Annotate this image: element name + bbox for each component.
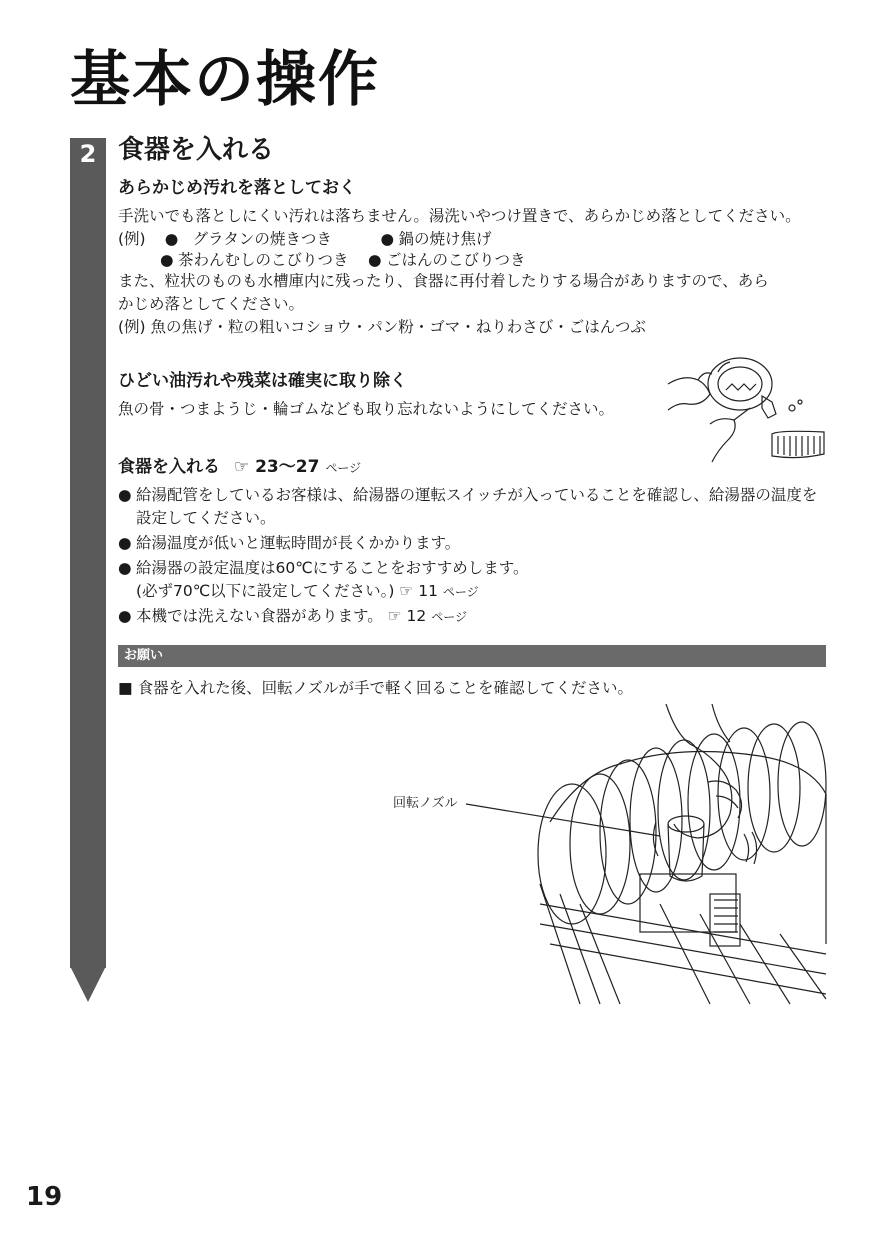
page-unit: ページ (442, 585, 479, 599)
bullet-dot: ● (160, 251, 174, 269)
bullet-dot: ● (118, 607, 132, 625)
request-item (118, 677, 633, 700)
step-number: 2 (79, 140, 97, 168)
page-reference[interactable]: 23～27 (255, 457, 320, 477)
dishwasher-nozzle-illustration (460, 704, 830, 1006)
bullet-dot: ● (380, 230, 395, 248)
prewash-heading: あらかじめ汚れを落としておく (118, 178, 356, 198)
example-item: ごはんのこびりつき (386, 251, 526, 269)
prewash-example2: (例) 魚の焦げ・粒の粗いコショウ・パン粉・ゴマ・ねりわさび・ごはんつぶ (118, 318, 646, 336)
bullet-text: 給湯器の設定温度は60℃にすることをおすすめします。 (136, 559, 529, 577)
list-item (118, 557, 830, 604)
page-title: 基本の操作 (70, 45, 380, 115)
bullet-text: 本機では洗えない食器があります。 (136, 607, 383, 625)
bullet-subtext: (必ず70℃以下に設定してください。) (136, 582, 395, 600)
list-item (118, 532, 830, 555)
bullet-text: 給湯配管をしているお客様は、給湯器の運転スイッチが入っていることを確認し、給湯器の温度を設定してください。 (136, 486, 818, 527)
load-heading: 食器を入れる (118, 457, 220, 477)
page-number: 19 (26, 1182, 63, 1212)
remove-text: 魚の骨・つまようじ・輪ゴムなども取り忘れないようにしてください。 (118, 400, 615, 418)
bullet-dot: ● (118, 486, 132, 504)
bullet-dot: ● (118, 559, 132, 577)
step-arrow (70, 966, 106, 1002)
example-label: (例) (118, 230, 146, 248)
list-item (118, 605, 830, 629)
load-heading-row (118, 455, 361, 480)
prewash-note-line1: また、粒状のものも水槽庫内に残ったり、食器に再付着したりする場合がありますので、あら (118, 272, 769, 290)
prewash-examples-row2 (160, 249, 526, 272)
bullet-dot: ● (368, 251, 382, 269)
page-unit: ページ (325, 461, 362, 475)
page-reference[interactable]: ☞ 12 (387, 607, 427, 625)
example-item: グラタンの焼きつき (192, 230, 332, 248)
example-item: 鍋の焼け焦げ (398, 230, 492, 248)
bullet-dot: ● (164, 230, 179, 248)
bullet-text-row (136, 605, 830, 629)
list-item (118, 484, 830, 530)
nozzle-label: 回転ノズル (393, 796, 458, 811)
section-title: 食器を入れる (118, 135, 275, 165)
pointing-hand-icon: ☞ (233, 457, 250, 477)
example-item: 茶わんむしのこびりつき (178, 251, 349, 269)
page-reference[interactable]: ☞ 11 (399, 582, 438, 600)
prewash-intro: 手洗いでも落としにくい汚れは落ちません。湯洗いやつけ置きで、あらかじめ落としてください。 (118, 207, 801, 225)
bullet-text-line2 (136, 580, 830, 604)
bullet-text: 給湯温度が低いと運転時間が長くかかります。 (136, 534, 461, 552)
prewash-note-line2: かじめ落としてください。 (118, 295, 305, 313)
plate-scraping-illustration (648, 350, 832, 470)
square-bullet-icon: ■ (118, 679, 138, 697)
step-sidebar (70, 138, 106, 968)
bullet-dot: ● (118, 534, 132, 552)
request-text: 食器を入れた後、回転ノズルが手で軽く回ることを確認してください。 (137, 679, 633, 697)
remove-heading: ひどい油汚れや残菜は確実に取り除く (118, 371, 407, 391)
page-unit: ページ (431, 610, 467, 624)
request-bar: お願い (118, 645, 826, 667)
prewash-examples-row1 (118, 228, 492, 251)
